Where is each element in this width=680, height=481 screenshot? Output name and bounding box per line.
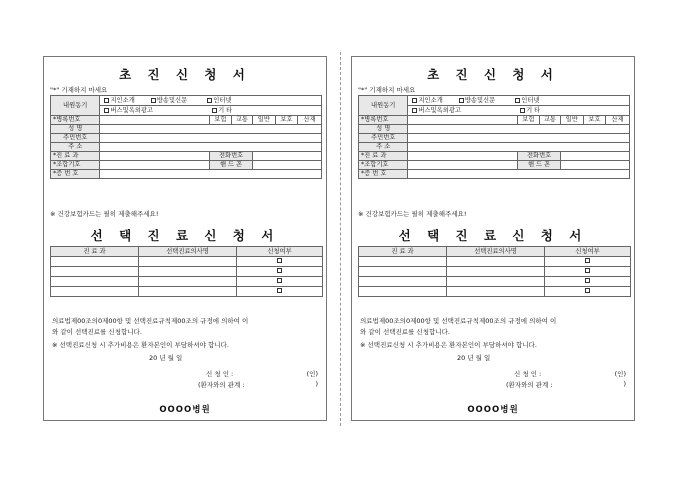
rrn-field[interactable]: [100, 134, 322, 143]
insurance-type-general[interactable]: 일반: [561, 116, 584, 125]
route-option-bus[interactable]: 버스및옥외광고: [104, 107, 153, 114]
doctor-cell[interactable]: [139, 257, 237, 267]
form-title: 초 진 신 청 서: [119, 67, 251, 82]
date-line: 20 년 월 일: [149, 354, 183, 362]
address-label: 주 소: [51, 143, 100, 152]
checkbox-icon: [515, 98, 520, 103]
statement-note: ※ 선택진료신청 시 추가비용은 환자본인이 부담하셔야 합니다.: [360, 341, 537, 349]
checkbox-icon: [520, 108, 525, 113]
hospital-name: OOOO병원: [467, 405, 519, 415]
mobile-field[interactable]: [253, 161, 322, 170]
route-options-row1: [408, 96, 630, 106]
selection-header-apply: 신청여부: [545, 247, 631, 257]
checkbox-icon: [104, 98, 109, 103]
insurance-type-industrial[interactable]: 산재: [606, 116, 630, 125]
statement-line1: 의료법제00조의0제00항 및 선택진료규칙제00조의 규정에 의하여 이: [360, 317, 557, 325]
applicant-label: 신 청 인 :: [514, 370, 542, 378]
applicant-line: [472, 369, 626, 378]
selection-title: 선 택 진 료 신 청 서: [398, 228, 588, 243]
route-option-other[interactable]: 기 타: [212, 107, 232, 114]
seal-label: (인): [614, 370, 626, 378]
patient-info-table: [358, 95, 630, 179]
address-label: 주 소: [359, 143, 408, 152]
table-row: [359, 287, 631, 297]
name-label: 성 명: [359, 125, 408, 134]
doctor-cell[interactable]: [139, 267, 237, 277]
insurance-type-industrial[interactable]: 산재: [298, 116, 322, 125]
selection-title: 선 택 진 료 신 청 서: [90, 228, 280, 243]
checkbox-icon[interactable]: [585, 258, 590, 263]
union-field[interactable]: [408, 161, 518, 170]
name-field[interactable]: [100, 125, 322, 134]
dept-cell[interactable]: [359, 287, 447, 297]
apply-cell[interactable]: [237, 287, 323, 297]
cert-label: *증 번 호: [51, 170, 100, 179]
insurance-type-aid[interactable]: 보호: [583, 116, 606, 125]
statement-note: ※ 선택진료신청 시 추가비용은 환자본인이 부담하셔야 합니다.: [52, 341, 229, 349]
apply-cell[interactable]: [545, 277, 631, 287]
chart-no-field[interactable]: [408, 116, 518, 125]
address-field[interactable]: [100, 143, 322, 152]
statement-line2: 와 같이 선택진료를 신청합니다.: [52, 328, 142, 336]
route-options-row1: [100, 96, 322, 106]
doctor-cell[interactable]: [447, 287, 545, 297]
union-label: *조합기호: [51, 161, 100, 170]
statement: [360, 316, 630, 338]
dept-label: *진 료 과: [51, 152, 100, 161]
insurance-type-health[interactable]: 보험: [210, 116, 232, 125]
date-line: 20 년 월 일: [457, 354, 491, 362]
selection-header-dept: 진 료 과: [51, 247, 139, 257]
checkbox-icon[interactable]: [277, 278, 282, 283]
dept-cell[interactable]: [359, 277, 447, 287]
phone-label: 전화번호: [210, 152, 253, 161]
hospital-name: OOOO병원: [159, 405, 211, 415]
statement-line1: 의료법제00조의0제00항 및 선택진료규칙제00조의 규정에 의하여 이: [52, 317, 249, 325]
apply-cell[interactable]: [237, 257, 323, 267]
checkbox-icon: [459, 98, 464, 103]
route-option-referral[interactable]: 지인소개: [104, 97, 134, 104]
route-option-internet[interactable]: 인터넷: [515, 97, 539, 104]
apply-cell[interactable]: [237, 267, 323, 277]
table-row: [359, 277, 631, 287]
doctor-cell[interactable]: [139, 277, 237, 287]
union-field[interactable]: [100, 161, 210, 170]
checkbox-icon[interactable]: [585, 278, 590, 283]
seal-label: (인): [306, 370, 318, 378]
dept-cell[interactable]: [359, 267, 447, 277]
chart-no-field[interactable]: [100, 116, 210, 125]
card-notice: ※ 건강보험카드는 필히 제출해주세요!: [358, 210, 467, 218]
card-notice: ※ 건강보험카드는 필히 제출해주세요!: [50, 210, 159, 218]
table-row: [51, 267, 323, 277]
checkbox-icon: [412, 98, 417, 103]
table-row: [359, 267, 631, 277]
apply-cell[interactable]: [545, 267, 631, 277]
route-option-broadcast[interactable]: 방송및신문: [151, 97, 187, 104]
dept-field[interactable]: [100, 152, 210, 161]
statement: [52, 316, 322, 338]
dept-cell[interactable]: [359, 257, 447, 267]
dept-cell[interactable]: [51, 257, 139, 267]
checkbox-icon: [412, 108, 417, 113]
address-field[interactable]: [408, 143, 630, 152]
dept-cell[interactable]: [51, 287, 139, 297]
cert-label: *증 번 호: [359, 170, 408, 179]
route-option-broadcast[interactable]: 방송및신문: [459, 97, 495, 104]
applicant-label: 신 청 인 :: [206, 370, 234, 378]
checkbox-icon: [212, 108, 217, 113]
rrn-field[interactable]: [408, 134, 630, 143]
route-option-referral[interactable]: 지인소개: [412, 97, 442, 104]
mobile-label: 핸 드 폰: [210, 161, 253, 170]
checkbox-icon[interactable]: [277, 268, 282, 273]
mobile-field[interactable]: [561, 161, 630, 170]
selection-header-doctor: 선택진료의사명: [447, 247, 545, 257]
selection-header-apply: 신청여부: [237, 247, 323, 257]
doctor-cell[interactable]: [447, 277, 545, 287]
phone-field[interactable]: [253, 152, 322, 161]
cut-line: [340, 52, 341, 426]
relation-line: [472, 380, 626, 389]
selection-table: [50, 246, 323, 297]
dept-cell[interactable]: [51, 267, 139, 277]
rrn-label: 주민번호: [51, 134, 100, 143]
checkbox-icon[interactable]: [277, 288, 282, 293]
doctor-cell[interactable]: [447, 267, 545, 277]
route-option-bus[interactable]: 버스및옥외광고: [412, 107, 461, 114]
checkbox-icon: [151, 98, 156, 103]
name-field[interactable]: [408, 125, 630, 134]
relation-label: (환자와의 관계 :: [506, 381, 553, 389]
checkbox-icon[interactable]: [585, 268, 590, 273]
doctor-cell[interactable]: [447, 257, 545, 267]
dept-field[interactable]: [408, 152, 518, 161]
applicant-line: [164, 369, 318, 378]
table-row: [51, 287, 323, 297]
required-notice: "*" 기재하지 마세요: [358, 86, 416, 94]
phone-label: 전화번호: [518, 152, 561, 161]
mobile-label: 핸 드 폰: [518, 161, 561, 170]
form-copy-left: [43, 56, 327, 421]
relation-close: ): [623, 380, 626, 388]
selection-header-doctor: 선택진료의사명: [139, 247, 237, 257]
route-label: 내원동기: [359, 96, 408, 116]
insurance-type-traffic[interactable]: 교통: [231, 116, 253, 125]
route-option-internet[interactable]: 인터넷: [207, 97, 231, 104]
selection-header-dept: 진 료 과: [359, 247, 447, 257]
patient-info-table: [50, 95, 322, 179]
rrn-label: 주민번호: [359, 134, 408, 143]
table-row: [51, 257, 323, 267]
dept-label: *진 료 과: [359, 152, 408, 161]
checkbox-icon[interactable]: [277, 258, 282, 263]
apply-cell[interactable]: [545, 257, 631, 267]
chart-no-label: *병록번호: [51, 116, 100, 125]
checkbox-icon: [104, 108, 109, 113]
relation-line: [164, 380, 318, 389]
form-copy-right: [351, 56, 635, 421]
selection-table: [358, 246, 631, 297]
phone-field[interactable]: [561, 152, 630, 161]
route-options-row2: [100, 106, 322, 116]
form-title: 초 진 신 청 서: [427, 67, 559, 82]
chart-no-label: *병록번호: [359, 116, 408, 125]
cert-field[interactable]: [100, 170, 322, 179]
relation-label: (환자와의 관계 :: [198, 381, 245, 389]
checkbox-icon: [207, 98, 212, 103]
dept-cell[interactable]: [51, 277, 139, 287]
apply-cell[interactable]: [237, 277, 323, 287]
required-notice: "*" 기재하지 마세요: [50, 86, 108, 94]
union-label: *조합기호: [359, 161, 408, 170]
checkbox-icon[interactable]: [585, 288, 590, 293]
doctor-cell[interactable]: [139, 287, 237, 297]
name-label: 성 명: [51, 125, 100, 134]
insurance-type-aid[interactable]: 보호: [275, 116, 298, 125]
table-row: [359, 257, 631, 267]
relation-close: ): [315, 380, 318, 388]
route-option-other[interactable]: 기 타: [520, 107, 540, 114]
cert-field[interactable]: [408, 170, 630, 179]
insurance-type-health[interactable]: 보험: [518, 116, 540, 125]
route-label: 내원동기: [51, 96, 100, 116]
table-row: [51, 277, 323, 287]
apply-cell[interactable]: [545, 287, 631, 297]
statement-line2: 와 같이 선택진료를 신청합니다.: [360, 328, 450, 336]
insurance-type-traffic[interactable]: 교통: [539, 116, 561, 125]
insurance-type-general[interactable]: 일반: [253, 116, 276, 125]
route-options-row2: [408, 106, 630, 116]
